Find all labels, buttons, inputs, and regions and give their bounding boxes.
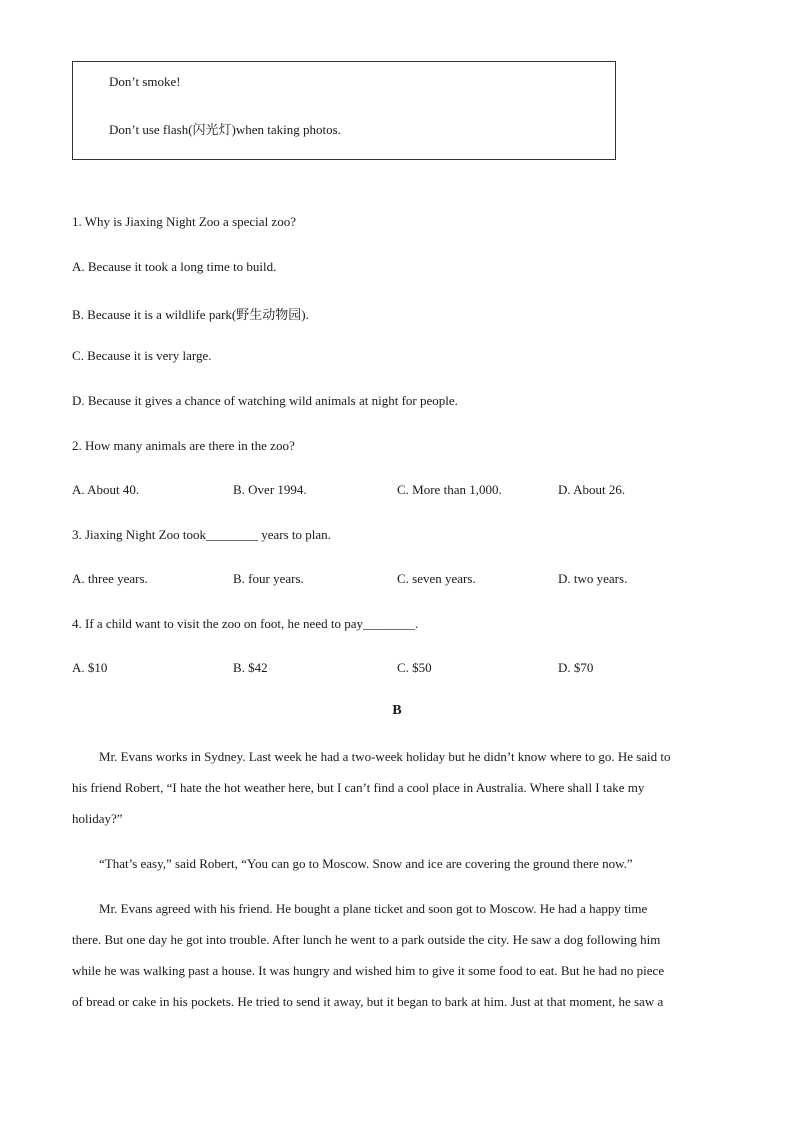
question-2-options xyxy=(72,482,712,500)
question-4-option-d: D. $70 xyxy=(558,660,594,675)
question-3-option-b: B. four years. xyxy=(233,571,304,586)
question-3-option-a: A. three years. xyxy=(72,571,148,586)
question-1-option-a: A. Because it took a long time to build. xyxy=(72,259,277,274)
question-2-option-c: C. More than 1,000. xyxy=(397,482,502,497)
question-3-options xyxy=(72,571,712,589)
question-2-stem: 2. How many animals are there in the zoo? xyxy=(72,438,295,453)
passage-line: Mr. Evans agreed with his friend. He bought a plane ticket and soon got to Moscow. He had a happy time xyxy=(99,901,648,916)
notice-no-smoking: Don’t smoke! xyxy=(109,74,181,89)
question-3-option-d: D. two years. xyxy=(558,571,628,586)
passage-line: while he was walking past a house. It was hungry and wished him to give it some food to eat. But he had no piece xyxy=(72,963,665,978)
section-b-title: B xyxy=(392,703,402,718)
question-1-option-d: D. Because it gives a chance of watching wild animals at night for people. xyxy=(72,393,458,408)
question-1-option-c: C. Because it is very large. xyxy=(72,348,212,363)
question-1-option-b: B. Because it is a wildlife park(野生动物园). xyxy=(72,307,309,322)
question-4-option-b: B. $42 xyxy=(233,660,268,675)
passage-line: Mr. Evans works in Sydney. Last week he had a two-week holiday but he didn’t know where to go. He said to xyxy=(99,749,671,764)
notice-box xyxy=(72,61,616,160)
question-4-options xyxy=(72,660,712,678)
passage-line: of bread or cake in his pockets. He tried to send it away, but it began to bark at him. Just at that moment, he saw a xyxy=(72,994,664,1009)
question-1-stem: 1. Why is Jiaxing Night Zoo a special zoo? xyxy=(72,214,296,229)
question-4-option-a: A. $10 xyxy=(72,660,108,675)
passage-line: there. But one day he got into trouble. After lunch he went to a park outside the city. He saw a dog following him xyxy=(72,932,661,947)
question-3-stem: 3. Jiaxing Night Zoo took________ years to plan. xyxy=(72,527,331,542)
question-4-option-c: C. $50 xyxy=(397,660,432,675)
question-4-stem: 4. If a child want to visit the zoo on foot, he need to pay________. xyxy=(72,616,419,631)
question-2-option-d: D. About 26. xyxy=(558,482,626,497)
passage-line: holiday?” xyxy=(72,811,123,826)
question-2-option-a: A. About 40. xyxy=(72,482,140,497)
passage-line: his friend Robert, “I hate the hot weather here, but I can’t find a cool place in Australia. Where shall I take my xyxy=(72,780,645,795)
question-2-option-b: B. Over 1994. xyxy=(233,482,307,497)
passage-line: “That’s easy,” said Robert, “You can go to Moscow. Snow and ice are covering the ground there now.” xyxy=(99,856,633,871)
question-3-option-c: C. seven years. xyxy=(397,571,476,586)
notice-no-flash: Don’t use flash(闪光灯)when taking photos. xyxy=(109,122,341,137)
